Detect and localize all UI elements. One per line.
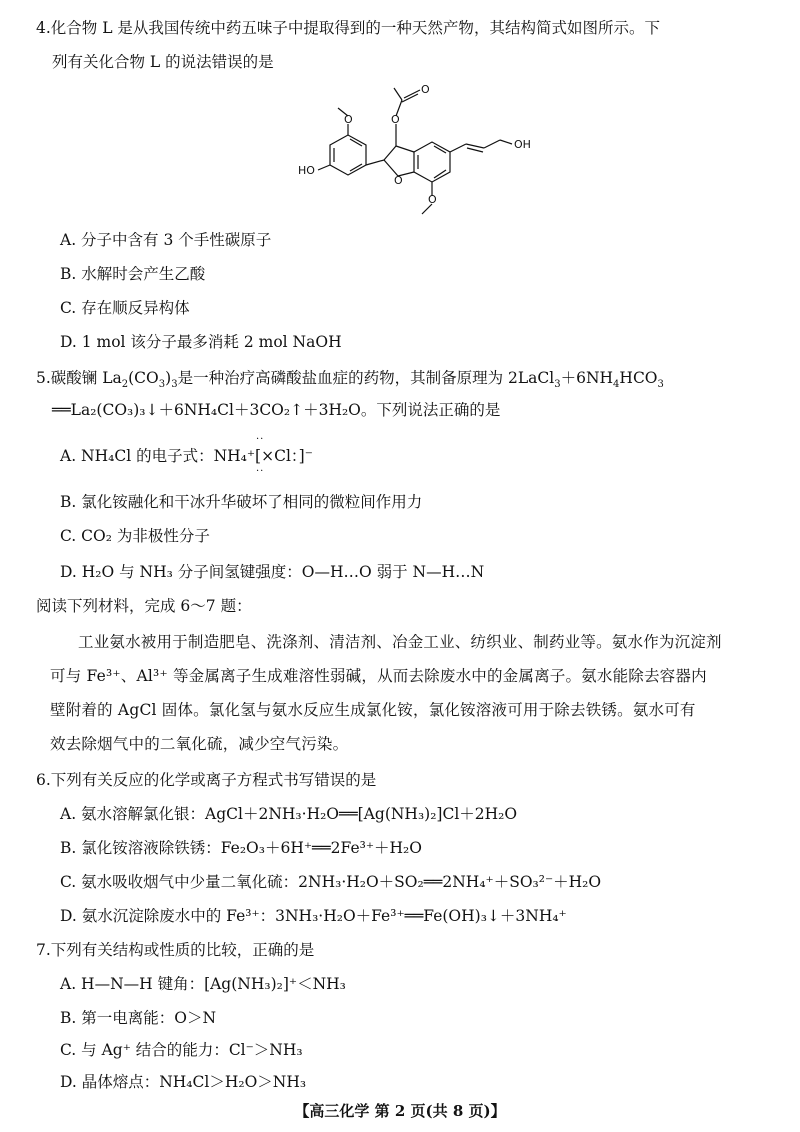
- o-label-methoxy: O: [428, 193, 437, 206]
- ho-label: HO: [298, 164, 315, 177]
- q5-option-a: A. NH₄Cl 的电子式：NH₄⁺[×Cl：]⁻: [60, 447, 313, 465]
- q4-option-d: D. 1 mol 该分子最多消耗 2 mol NaOH: [60, 333, 342, 351]
- q6-option-c: C. 氨水吸收烟气中少量二氧化硫：2NH₃·H₂O＋SO₂══2NH₄⁺＋SO₃²⁻＋H₂O: [60, 873, 602, 891]
- q5-text-6: HCO: [619, 369, 658, 387]
- page-footer: 【高三化学 第 2 页(共 8 页)】: [294, 1102, 506, 1120]
- q6-stem: 6.下列有关反应的化学或离子方程式书写错误的是: [36, 771, 377, 789]
- electron-dots-bottom: ··: [256, 466, 265, 477]
- reading-para-line2: 可与 Fe³⁺、Al³⁺ 等金属离子生成难溶性弱碱，从而去除废水中的金属离子。氨水能除去容器内: [50, 667, 707, 685]
- q5-stem-line1: 5.碳酸镧 $La_2(CO_3)_3$是一种治疗高磷酸盐血症的药物，其制备原理为 $2LaCl_3+6NH_4HCO_3$: [36, 369, 664, 391]
- q6-option-b: B. 氯化铵溶液除铁锈：Fe₂O₃＋6H⁺══2Fe³⁺＋H₂O: [60, 839, 422, 857]
- q7-option-d: D. 晶体熔点：NH₄Cl＞H₂O＞NH₃: [60, 1073, 307, 1091]
- q5-option-d: D. H₂O 与 NH₃ 分子间氢键强度：O—H…O 弱于 N—H…N: [60, 563, 485, 581]
- q5-text-1: 5.碳酸镧 La: [36, 369, 122, 387]
- electron-dots-top: ··: [256, 434, 265, 445]
- compound-l-structure: [290, 80, 550, 230]
- q7-stem: 7.下列有关结构或性质的比较，正确的是: [36, 941, 315, 959]
- o-label-carbonyl: O: [421, 83, 430, 96]
- q7-option-b: B. 第一电离能：O＞N: [60, 1009, 217, 1027]
- q5-text-2: (CO: [128, 369, 159, 387]
- q4-stem-line2: 列有关化合物 L 的说法错误的是: [52, 53, 274, 71]
- q5-text-5: ＋6NH: [560, 369, 614, 387]
- q5-stem-line2: ══La₂(CO₃)₃↓＋6NH₄Cl＋3CO₂↑＋3H₂O。下列说法正确的是: [52, 401, 501, 419]
- q4-option-a: A. 分子中含有 3 个手性碳原子: [60, 231, 272, 249]
- reading-para-line4: 效去除烟气中的二氧化硫，减少空气污染。: [50, 735, 349, 753]
- q6-option-d: D. 氨水沉淀除废水中的 Fe³⁺：3NH₃·H₂O＋Fe³⁺══Fe(OH)₃↓＋3NH₄⁺: [60, 907, 567, 925]
- q7-option-c: C. 与 Ag⁺ 结合的能力：Cl⁻＞NH₃: [60, 1041, 303, 1059]
- q6-option-a: A. 氨水溶解氯化银：AgCl＋2NH₃·H₂O══[Ag(NH₃)₂]Cl＋2H₂O: [60, 805, 518, 823]
- oh-label: OH: [514, 138, 531, 151]
- q5-option-b: B. 氯化铵融化和干冰升华破坏了相同的微粒间作用力: [60, 493, 423, 511]
- reading-para-line3: 壁附着的 AgCl 固体。氯化氢与氨水反应生成氯化铵，氯化铵溶液可用于除去铁锈。氨水可有: [50, 701, 696, 719]
- q4-stem-line1: 4.化合物 L 是从我国传统中药五味子中提取得到的一种天然产物，其结构简式如图所示。下: [36, 19, 660, 37]
- reading-intro: 阅读下列材料，完成 6～7 题：: [36, 597, 252, 615]
- q5-option-c: C. CO₂ 为非极性分子: [60, 527, 210, 545]
- ring-o-label: O: [394, 174, 403, 187]
- o-label-ester: O: [391, 113, 400, 126]
- o-label: O: [344, 113, 353, 126]
- q4-option-c: C. 存在顺反异构体: [60, 299, 190, 317]
- q5-text-4: 是一种治疗高磷酸盐血症的药物，其制备原理为 2LaCl: [177, 369, 555, 387]
- q4-option-b: B. 水解时会产生乙酸: [60, 265, 206, 283]
- q7-option-a: A. H—N—H 键角：[Ag(NH₃)₂]⁺＜NH₃: [60, 975, 346, 993]
- reading-para-line1: 工业氨水被用于制造肥皂、洗涤剂、清洁剂、冶金工业、纺织业、制药业等。氨水作为沉淀剂: [78, 633, 722, 651]
- q5-text-3: ): [165, 369, 172, 387]
